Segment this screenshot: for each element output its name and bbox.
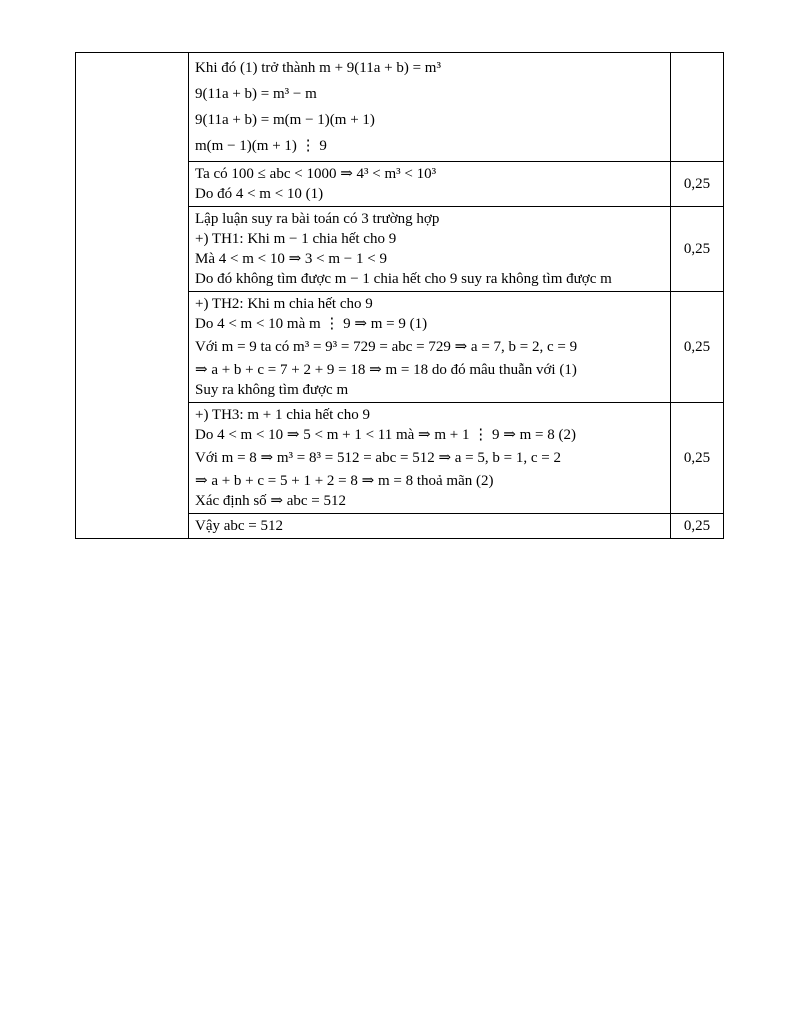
math-line: Với m = 9 ta có m³ = 9³ = 729 = abc = 729 ⇒ a = 7, b = 2, c = 9 — [195, 339, 578, 355]
math-line: Do đó không tìm được m − 1 chia hết cho 9 suy ra không tìm được m — [195, 271, 612, 287]
math-line: Khi đó (1) trở thành m + 9(11a + b) = m³ — [195, 60, 441, 76]
math-line: Do đó 4 < m < 10 (1) — [195, 186, 324, 202]
score-cell: 0,25 — [671, 207, 724, 292]
math-line: +) TH3: m + 1 chia hết cho 9 — [195, 407, 370, 423]
math-line: Do 4 < m < 10 ⇒ 5 < m + 1 < 11 mà ⇒ m + 1 ⋮ 9 ⇒ m = 8 (2) — [195, 427, 576, 443]
solution-step — [189, 403, 671, 514]
solution-step — [189, 207, 671, 292]
math-line: Với m = 8 ⇒ m³ = 8³ = 512 = abc = 512 ⇒ a = 5, b = 1, c = 2 — [195, 450, 561, 466]
math-line: Suy ra không tìm được m — [195, 382, 349, 398]
solution-step — [189, 514, 671, 539]
score-cell — [671, 53, 724, 162]
score-cell: 0,25 — [671, 403, 724, 514]
math-line: Lập luận suy ra bài toán có 3 trường hợp — [195, 211, 440, 227]
math-line: Vậy abc = 512 — [195, 518, 284, 534]
solution-step — [189, 292, 671, 403]
math-line: +) TH2: Khi m chia hết cho 9 — [195, 296, 373, 312]
solution-table — [75, 52, 724, 539]
math-line: +) TH1: Khi m − 1 chia hết cho 9 — [195, 231, 397, 247]
math-line: ⇒ a + b + c = 5 + 1 + 2 = 8 ⇒ m = 8 thoả mãn (2) — [195, 473, 494, 489]
score-cell: 0,25 — [671, 292, 724, 403]
question-cell — [76, 53, 189, 539]
math-line: m(m − 1)(m + 1) ⋮ 9 — [195, 138, 327, 154]
math-line: Ta có 100 ≤ abc < 1000 ⇒ 4³ < m³ < 10³ — [195, 166, 437, 182]
math-line: Xác định số ⇒ abc = 512 — [195, 493, 346, 509]
math-line: Mà 4 < m < 10 ⇒ 3 < m − 1 < 9 — [195, 251, 387, 267]
solution-step — [189, 53, 671, 162]
math-line: 9(11a + b) = m(m − 1)(m + 1) — [195, 112, 375, 128]
math-line: ⇒ a + b + c = 7 + 2 + 9 = 18 ⇒ m = 18 do đó mâu thuẫn với (1) — [195, 362, 577, 378]
score-cell: 0,25 — [671, 514, 724, 539]
score-cell: 0,25 — [671, 162, 724, 207]
math-line: Do 4 < m < 10 mà m ⋮ 9 ⇒ m = 9 (1) — [195, 316, 428, 332]
solution-step — [189, 162, 671, 207]
math-line: 9(11a + b) = m³ − m — [195, 86, 317, 102]
table-row — [76, 53, 724, 162]
